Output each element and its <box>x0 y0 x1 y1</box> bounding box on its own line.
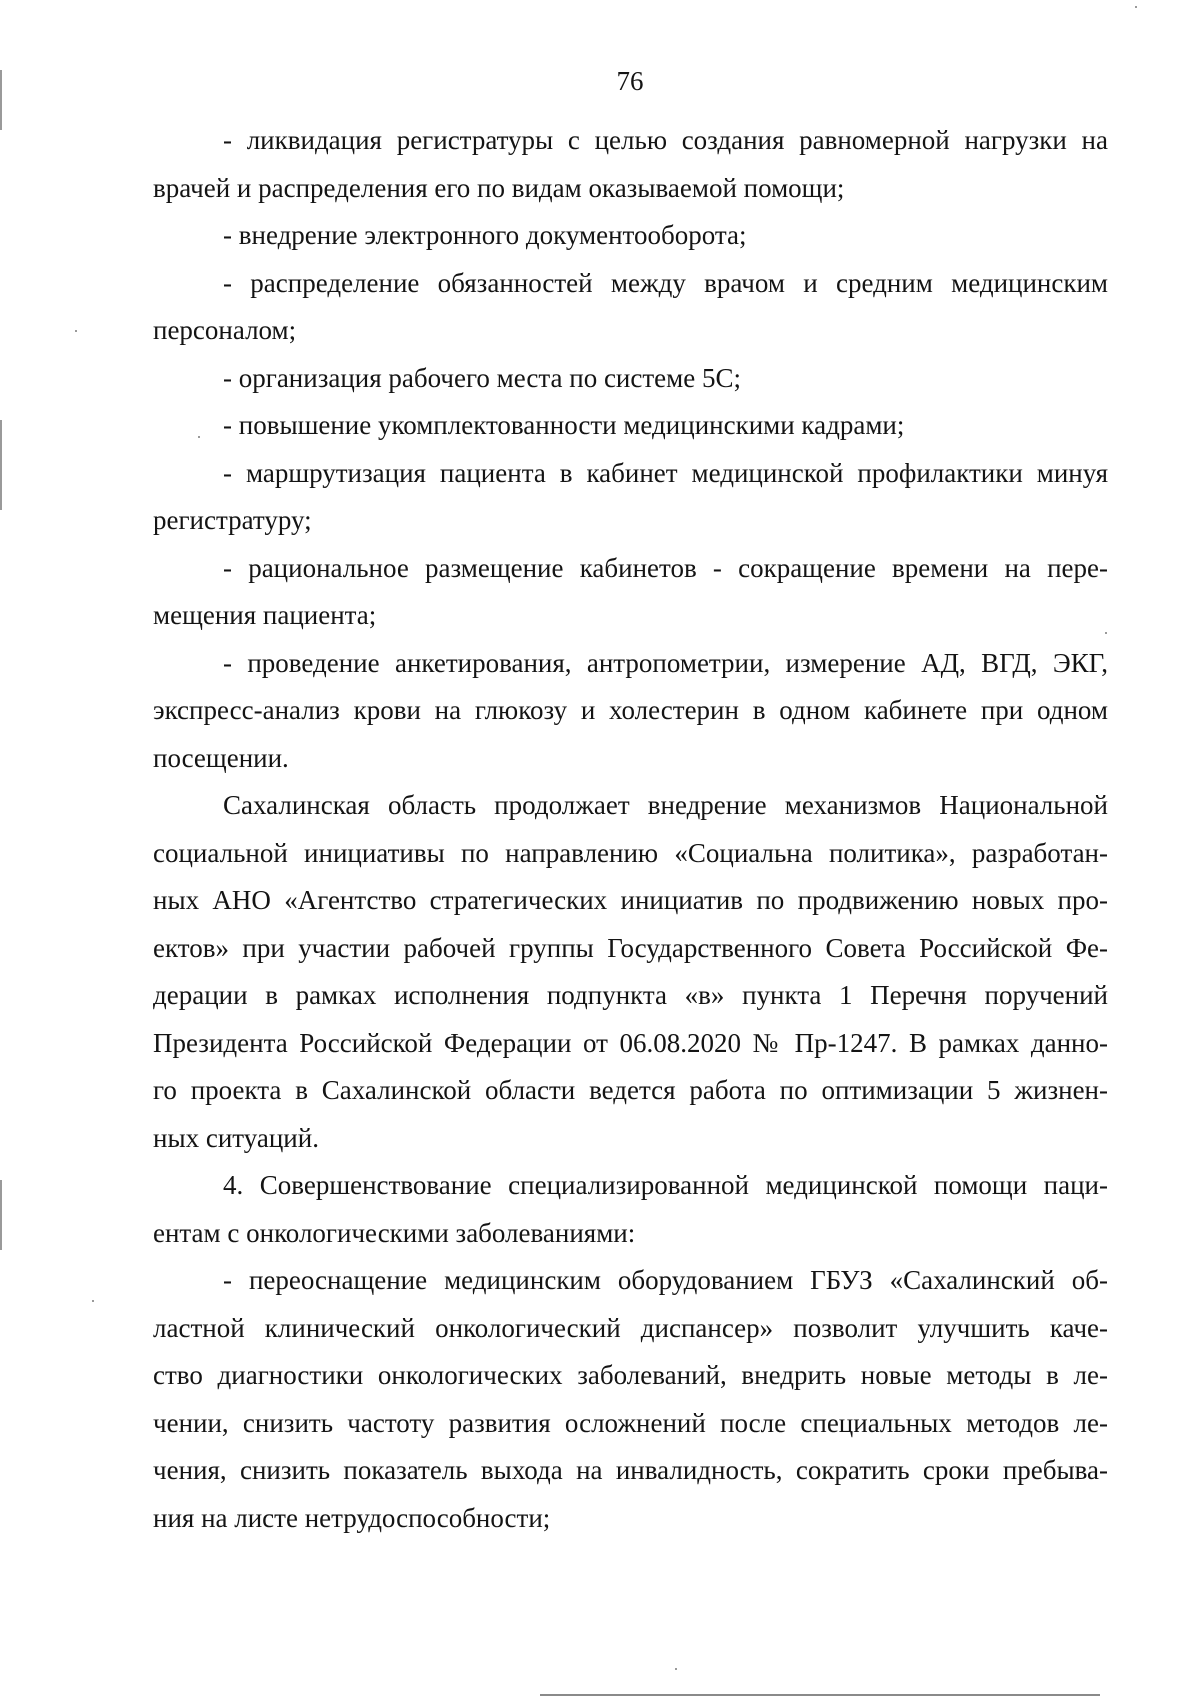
text-line: социальной инициативы по направлению «Социальна политика», разработан- <box>153 837 1108 868</box>
text-line: 4. Совершенствование специализированной медицинской помощи паци- <box>223 1170 1108 1200</box>
scan-speck <box>1135 6 1137 8</box>
body-text <box>153 117 1108 1542</box>
text-line: - рациональное размещение кабинетов - сокращение времени на пере- <box>223 552 1108 583</box>
text-line: ластной клинический онкологический диспансер» позволит улучшить каче- <box>153 1312 1108 1343</box>
text-line: ных ситуаций. <box>153 1122 319 1153</box>
text-line: чения, снизить показатель выхода на инвалидность, сократить сроки пребыва- <box>153 1455 1108 1485</box>
text-line: ных АНО «Агентство стратегических инициатив по продвижению новых про- <box>153 885 1108 915</box>
text-line: персоналом; <box>153 315 297 345</box>
paragraph <box>153 1162 1108 1257</box>
paragraph <box>153 212 1108 260</box>
text-line: ектов» при участии рабочей группы Государственного Совета Российской Фе- <box>153 932 1108 963</box>
text-line: - повышение укомплектованности медицинскими кадрами; <box>223 410 905 440</box>
text-line: - распределение обязанностей между врачом и средним медицинским <box>223 267 1108 298</box>
paragraph <box>153 260 1108 355</box>
text-line: врачей и распределения его по видам оказываемой помощи; <box>153 172 845 203</box>
page-number: 76 <box>616 66 644 96</box>
scan-speck <box>92 1300 94 1302</box>
scan-edge-artifact <box>0 1180 2 1250</box>
paragraph <box>153 640 1108 783</box>
text-line: - проведение анкетирования, антропометрии, измерение АД, ВГД, ЭКГ, <box>223 647 1108 678</box>
paragraph <box>153 545 1108 640</box>
text-line: дерации в рамках исполнения подпункта «в» пункта 1 Перечня поручений <box>153 980 1108 1010</box>
paragraph <box>153 1257 1108 1542</box>
scan-speck <box>75 330 77 332</box>
text-line: - ликвидация регистратуры с целью создания равномерной нагрузки на <box>223 125 1108 155</box>
paragraph <box>153 117 1108 212</box>
text-line: экспресс-анализ крови на глюкозу и холестерин в одном кабинете при одном <box>153 695 1108 725</box>
scan-edge-artifact <box>0 420 2 510</box>
paragraph <box>153 782 1108 1162</box>
text-line: - внедрение электронного документооборота; <box>223 220 747 250</box>
text-line: регистратуру; <box>153 505 312 535</box>
text-line: ентам с онкологическими заболеваниями: <box>153 1217 636 1248</box>
scan-bottom-artifact <box>540 1694 1100 1696</box>
text-line: посещении. <box>153 742 289 773</box>
paragraph <box>153 450 1108 545</box>
text-line: - организация рабочего места по системе 5С; <box>223 362 741 393</box>
text-line: мещения пациента; <box>153 600 377 630</box>
text-line: чении, снизить частоту развития осложнений после специальных методов ле- <box>153 1407 1108 1438</box>
text-line: - переоснащение медицинским оборудованием ГБУЗ «Сахалинский об- <box>223 1265 1108 1295</box>
text-line: ство диагностики онкологических заболеваний, внедрить новые методы в ле- <box>153 1360 1108 1390</box>
paragraph <box>153 355 1108 403</box>
text-line: ния на листе нетрудоспособности; <box>153 1502 551 1533</box>
scan-speck <box>675 1668 677 1670</box>
text-line: го проекта в Сахалинской области ведется работа по оптимизации 5 жизнен- <box>153 1075 1108 1105</box>
text-line: Президента Российской Федерации от 06.08.2020 № Пр-1247. В рамках данно- <box>153 1027 1108 1058</box>
text-line: Сахалинская область продолжает внедрение механизмов Национальной <box>223 790 1108 820</box>
text-line: - маршрутизация пациента в кабинет медицинской профилактики минуя <box>223 457 1108 488</box>
paragraph <box>153 402 1108 450</box>
